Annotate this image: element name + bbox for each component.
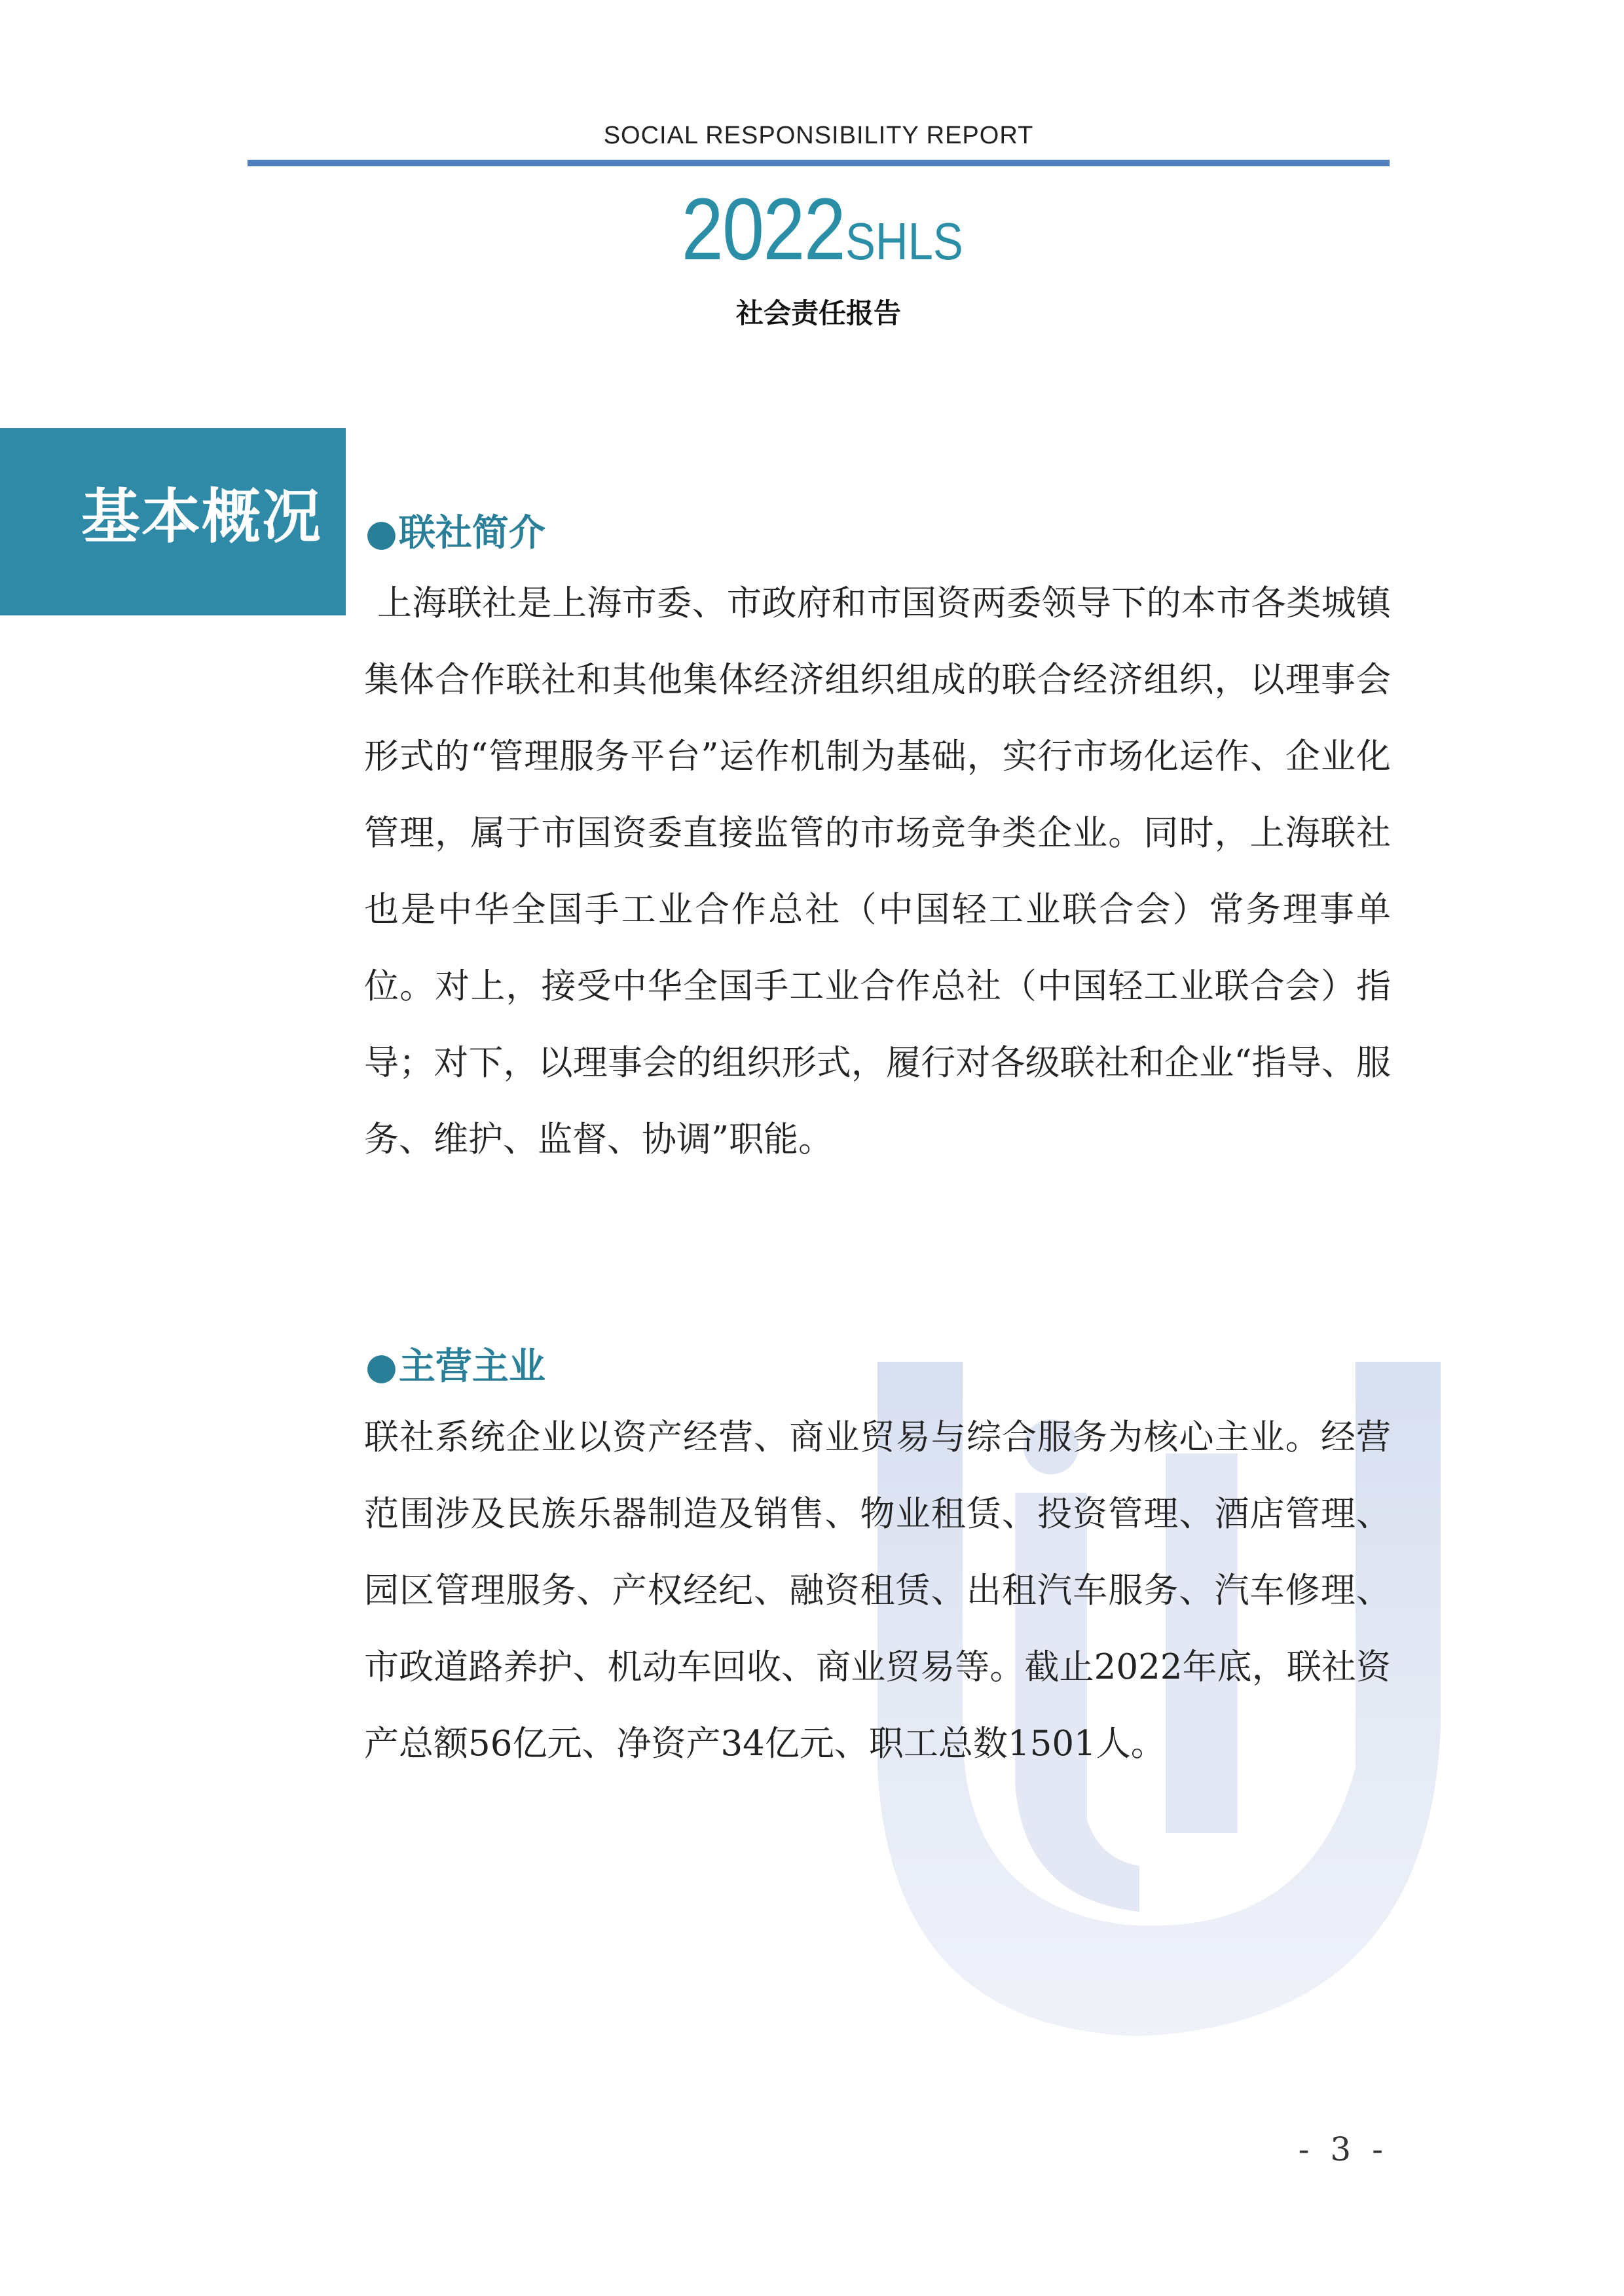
intro-paragraph bbox=[364, 565, 1391, 1178]
bullet-dot-icon: ● bbox=[365, 1345, 397, 1388]
business-heading bbox=[365, 1338, 545, 1390]
section-title: 基本概况 bbox=[81, 483, 322, 551]
brand-tag: SHLS bbox=[845, 212, 963, 270]
business-paragraph bbox=[364, 1399, 1391, 1782]
intro-heading bbox=[365, 504, 545, 556]
business-paragraph-text: 联社系统企业以资产经营、商业贸易与综合服务为核心主业。经营范围涉及民族乐器制造及销售、物业租赁、投资管理、酒店管理、园区管理服务、产权经纪、融资租赁、出租汽车服务、汽车修理、市政道路养护、机动车回收、商业贸易等。截止2022年底，联社资产总额56亿元、净资产34亿元、职工总数1501人。 bbox=[364, 1417, 1391, 1764]
page-number: - 3 - bbox=[1298, 2130, 1388, 2168]
report-title-english: SOCIAL RESPONSIBILITY REPORT bbox=[603, 122, 1034, 149]
report-title-chinese: 社会责任报告 bbox=[735, 297, 901, 329]
report-brand bbox=[249, 181, 1388, 278]
report-year: 2022 bbox=[682, 181, 845, 278]
intro-paragraph-text: 上海联社是上海市委、市政府和市国资两委领导下的本市各类城镇集体合作联社和其他集体经济组织组成的联合经济组织，以理事会形式的“管理服务平台”运作机制为基础，实行市场化运作、企业化管理，属于市国资委直接监管的市场竞争类企业。同时，上海联社也是中华全国手工业合作总社（中国轻工业联合会）常务理事单位。对上，接受中华全国手工业合作总社（中国轻工业联合会）指导；对下，以理事会的组织形式，履行对各级联社和企业“指导、服务、维护、监督、协调”职能。 bbox=[364, 583, 1391, 1159]
intro-heading-text: 联社简介 bbox=[398, 512, 545, 555]
business-heading-text: 主营主业 bbox=[398, 1345, 545, 1388]
bullet-dot-icon: ● bbox=[365, 512, 397, 555]
header-divider bbox=[248, 160, 1390, 166]
